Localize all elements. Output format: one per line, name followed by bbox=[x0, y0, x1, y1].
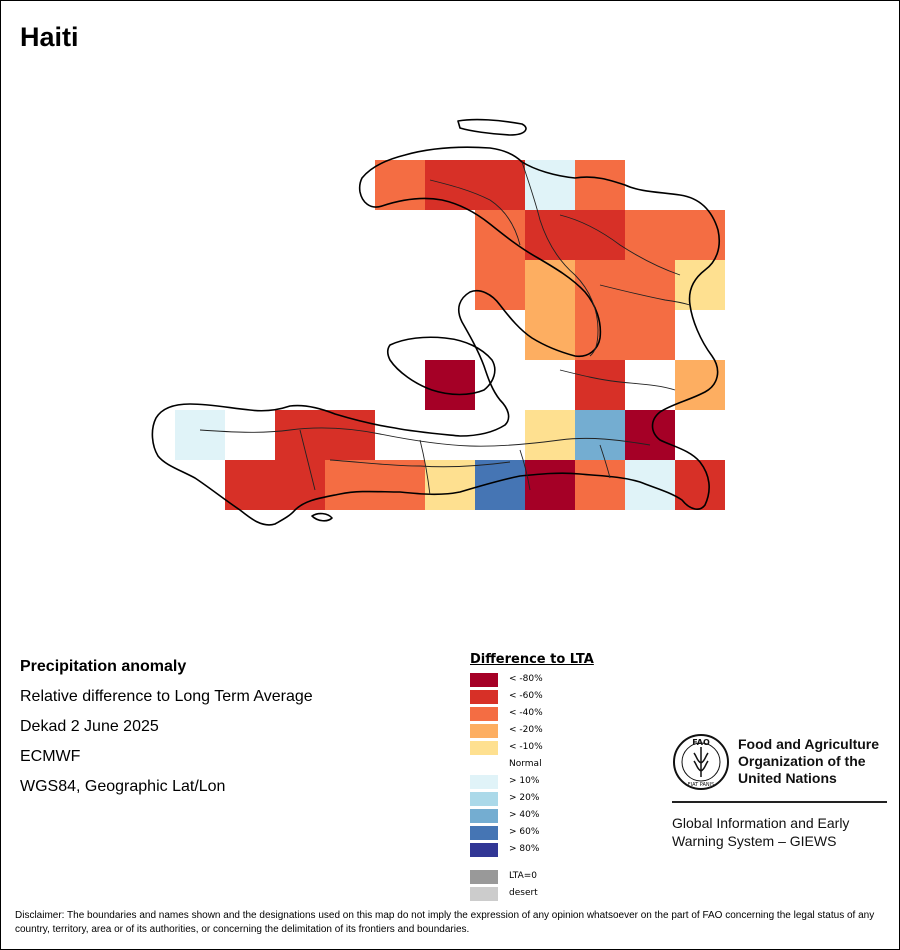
legend-title: Difference to LTA bbox=[470, 652, 594, 667]
anomaly-cell bbox=[675, 460, 725, 510]
anomaly-cell bbox=[625, 260, 675, 310]
anomaly-cell bbox=[625, 410, 675, 460]
legend-label: > 20% bbox=[509, 793, 540, 803]
giews-line: Warning System – GIEWS bbox=[672, 833, 837, 849]
legend-swatch bbox=[470, 690, 498, 704]
anomaly-cell bbox=[675, 260, 725, 310]
legend-swatch bbox=[470, 758, 498, 772]
anomaly-cell bbox=[475, 260, 525, 310]
anomaly-cell bbox=[575, 360, 625, 410]
legend-label: < -60% bbox=[509, 691, 543, 701]
anomaly-cell bbox=[525, 310, 575, 360]
ile-a-vache bbox=[312, 514, 332, 521]
fao-org-line: Food and Agriculture bbox=[738, 736, 880, 752]
legend-swatch bbox=[470, 887, 498, 901]
anomaly-cell bbox=[525, 460, 575, 510]
legend-swatch bbox=[470, 792, 498, 806]
legend-label: < -10% bbox=[509, 742, 543, 752]
disclaimer: Disclaimer: The boundaries and names shown and the designations used on this map do not imply the expression of any opinion whatsoever on the part of FAO concerning the legal status of any country, territory, area or of its authorities, or concerning the delimitation of its frontiers and boundaries. bbox=[15, 910, 875, 935]
legend-swatch bbox=[470, 775, 498, 789]
anomaly-cell bbox=[575, 210, 625, 260]
legend-label: < -40% bbox=[509, 708, 543, 718]
anomaly-cell bbox=[375, 460, 425, 510]
divider bbox=[672, 801, 887, 803]
legend-label: > 10% bbox=[509, 776, 540, 786]
legend-swatch bbox=[470, 826, 498, 840]
anomaly-cell bbox=[625, 310, 675, 360]
info-heading: Precipitation anomaly bbox=[20, 658, 187, 675]
tortuga-island bbox=[458, 120, 526, 135]
anomaly-cell bbox=[275, 460, 325, 510]
giews-name bbox=[672, 814, 849, 850]
anomaly-cell bbox=[525, 410, 575, 460]
fao-logo bbox=[672, 733, 730, 791]
map-title: Haiti bbox=[20, 22, 79, 52]
anomaly-cell bbox=[325, 460, 375, 510]
anomaly-cell bbox=[225, 460, 275, 510]
anomaly-cell bbox=[575, 410, 625, 460]
legend-label: > 80% bbox=[509, 844, 540, 854]
legend-swatch bbox=[470, 870, 498, 884]
legend-swatch bbox=[470, 724, 498, 738]
legend-swatch bbox=[470, 741, 498, 755]
info-period: Dekad 2 June 2025 bbox=[20, 718, 159, 735]
anomaly-cell bbox=[275, 410, 325, 460]
anomaly-cell bbox=[175, 410, 225, 460]
anomaly-cell bbox=[425, 460, 475, 510]
legend-label: Normal bbox=[509, 759, 542, 769]
legend-label: LTA=0 bbox=[509, 871, 537, 881]
legend-label: desert bbox=[509, 888, 538, 898]
legend-swatch bbox=[470, 707, 498, 721]
anomaly-cell bbox=[425, 360, 475, 410]
info-source: ECMWF bbox=[20, 748, 81, 765]
legend-swatch bbox=[470, 673, 498, 687]
fao-organization-name bbox=[738, 736, 879, 787]
legend-label: > 60% bbox=[509, 827, 540, 837]
map-info bbox=[20, 656, 313, 806]
legend-label: > 40% bbox=[509, 810, 540, 820]
fao-logo-motto: FIAT PANIS bbox=[687, 782, 715, 788]
fao-org-line: United Nations bbox=[738, 770, 837, 786]
legend bbox=[470, 652, 594, 898]
anomaly-cell bbox=[475, 160, 525, 210]
anomaly-grid bbox=[175, 160, 725, 510]
legend-label: < -80% bbox=[509, 674, 543, 684]
anomaly-cell bbox=[575, 160, 625, 210]
legend-swatch bbox=[470, 809, 498, 823]
anomaly-cell bbox=[575, 460, 625, 510]
giews-line: Global Information and Early bbox=[672, 815, 850, 831]
legend-swatch bbox=[470, 843, 498, 857]
fao-logo-letters: FAO bbox=[692, 738, 710, 747]
info-projection: WGS84, Geographic Lat/Lon bbox=[20, 778, 226, 795]
anomaly-cell bbox=[375, 160, 425, 210]
info-subtitle: Relative difference to Long Term Average bbox=[20, 688, 313, 705]
legend-label: < -20% bbox=[509, 725, 543, 735]
fao-org-line: Organization of the bbox=[738, 753, 866, 769]
